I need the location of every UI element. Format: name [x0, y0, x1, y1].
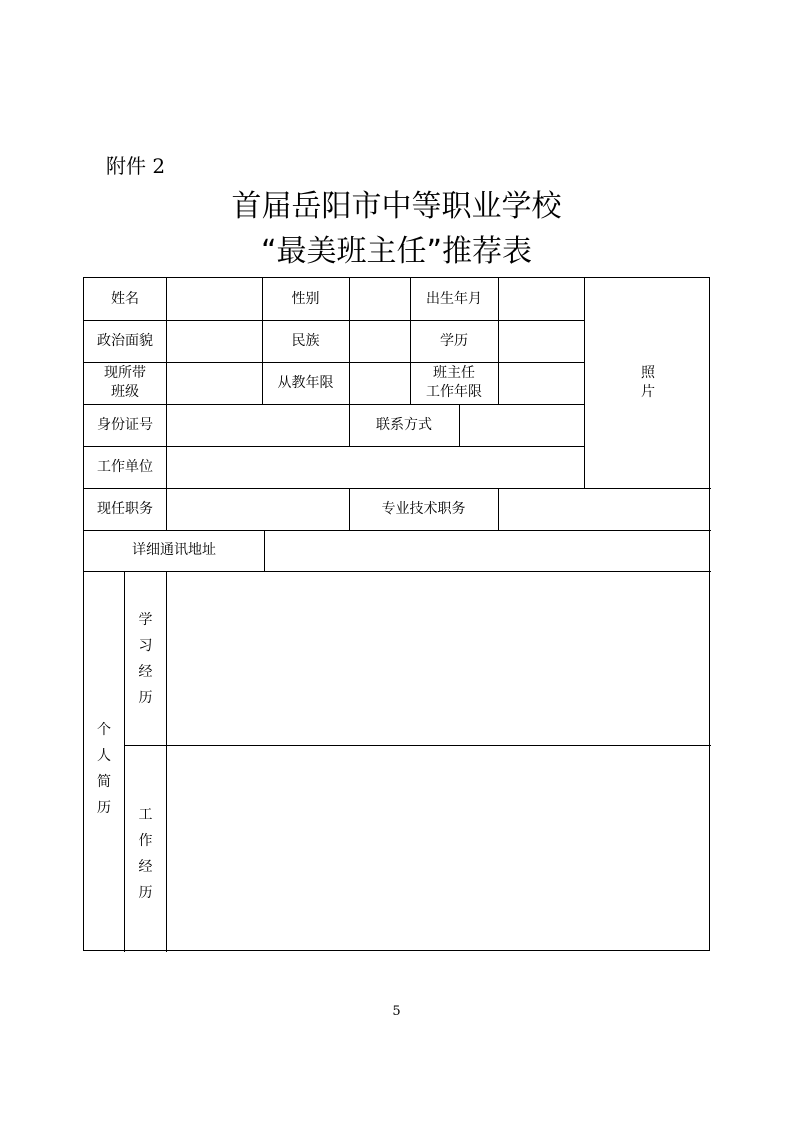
attachment-label: 附件 2: [106, 154, 166, 178]
page-number: 5: [392, 1004, 401, 1019]
name-field[interactable]: [167, 278, 262, 320]
head-teacher-years-label: 班主任 工作年限: [426, 365, 482, 400]
professional-title-field[interactable]: [499, 488, 711, 530]
name-label: 姓名: [111, 290, 139, 307]
work-history-field[interactable]: [167, 745, 711, 952]
political-status-label: 政治面貌: [97, 332, 153, 349]
contact-field[interactable]: [460, 404, 584, 446]
contact-label: 联系方式: [376, 416, 432, 433]
personal-resume-label: 个 人 简 历: [97, 722, 111, 816]
recommendation-form-table: [83, 277, 710, 951]
work-unit-field[interactable]: [167, 446, 584, 488]
current-class-label: 现所带 班级: [104, 365, 146, 400]
id-number-field[interactable]: [167, 404, 349, 446]
work-unit-label: 工作单位: [97, 458, 153, 475]
professional-title-label: 专业技术职务: [381, 500, 466, 517]
work-history-label: 工 作 经 历: [138, 807, 153, 901]
current-position-label: 现任职务: [97, 500, 153, 517]
gender-label: 性别: [291, 290, 320, 307]
form-title-line1: 首届岳阳市中等职业学校: [231, 189, 562, 224]
form-title-line2: “最美班主任”推荐表: [260, 234, 533, 269]
id-number-label: 身份证号: [97, 416, 153, 433]
study-history-label: 学 习 经 历: [138, 612, 153, 706]
education-field[interactable]: [499, 320, 584, 362]
current-class-field[interactable]: [167, 362, 262, 404]
current-position-field[interactable]: [167, 488, 349, 530]
study-history-field[interactable]: [167, 571, 711, 745]
birth-field[interactable]: [499, 278, 584, 320]
gender-field[interactable]: [350, 278, 410, 320]
teaching-years-field[interactable]: [350, 362, 410, 404]
address-field[interactable]: [265, 530, 711, 571]
ethnicity-label: 民族: [291, 332, 320, 349]
political-status-field[interactable]: [167, 320, 262, 362]
head-teacher-years-field[interactable]: [499, 362, 584, 404]
teaching-years-label: 从教年限: [277, 374, 334, 391]
ethnicity-field[interactable]: [350, 320, 410, 362]
photo-cell[interactable]: 照片: [641, 365, 693, 400]
education-label: 学历: [440, 332, 468, 349]
birth-label: 出生年月: [426, 290, 482, 307]
address-label: 详细通讯地址: [132, 542, 216, 558]
